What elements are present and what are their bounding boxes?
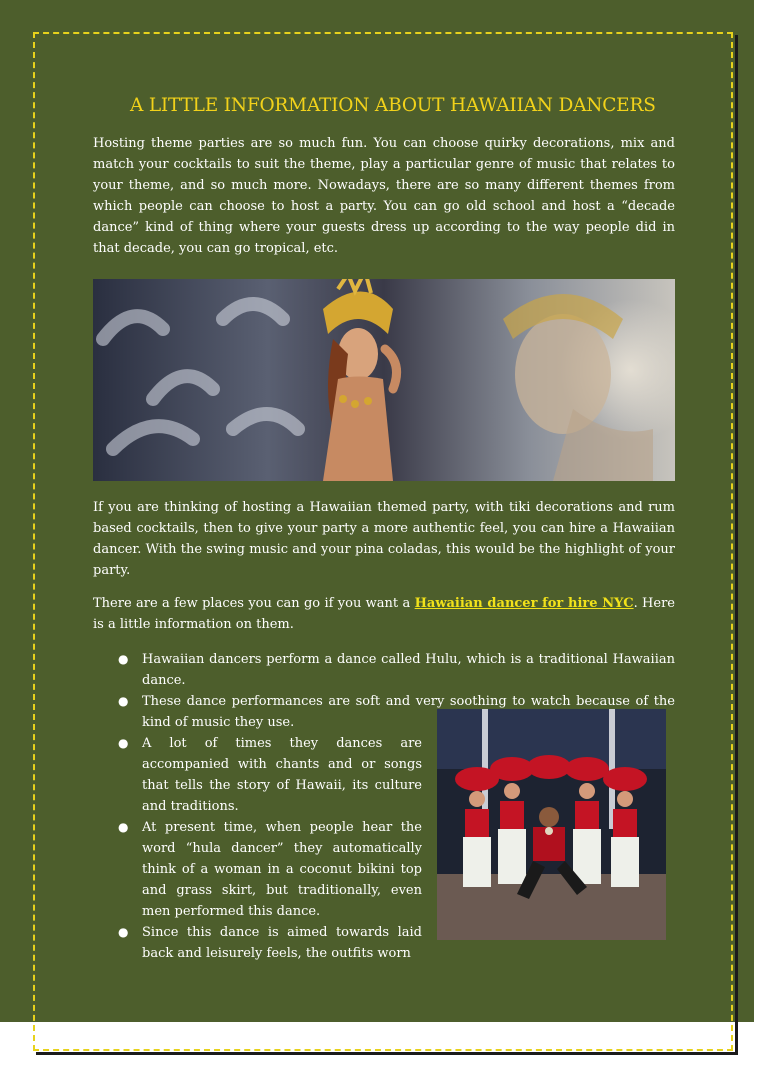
hawaiian-party-paragraph: If you are thinking of hosting a Hawaiian themed party, with tiki decorations and rum based cocktails, then to give your party a more authentic feel, you can hire a Hawaiian dancer. With the swing music and your pina coladas, this would be the highlight of your party. <box>93 500 675 578</box>
page-shadow-bottom <box>36 1052 738 1055</box>
page-shadow-right <box>735 35 738 1055</box>
hula-dancers-photo <box>437 709 666 940</box>
list-item <box>93 817 422 922</box>
list-item <box>93 733 422 817</box>
headdress-dancer-photo <box>93 279 675 481</box>
places-paragraph <box>93 593 675 635</box>
places-text-after: . Here is a little information on them. <box>93 596 675 632</box>
list-item-text: A lot of times they dances are accompanied with chants and or songs that tells the story of Hawaii, its culture and traditions. <box>142 736 422 814</box>
bullet-icon: ● <box>118 925 129 939</box>
list-item <box>93 649 675 691</box>
bullet-icon: ● <box>118 694 129 708</box>
intro-paragraph: Hosting theme parties are so much fun. You can choose quirky decorations, mix and match your cocktails to suit the theme, play a particular genre of music that relates to your theme, and so much more. Nowadays, there are so many different themes from which people can choose to host a party. You can go old school and host a “decade dance” kind of thing where your guests dress up according to the way people did in that decade, you can go tropical, etc. <box>93 136 675 256</box>
places-text-before: There are a few places you can go if you want a <box>93 596 415 611</box>
list-item <box>93 922 422 964</box>
list-item-text: Since this dance is aimed towards laid back and leisurely feels, the outfits worn <box>142 925 422 961</box>
bullet-icon: ● <box>118 652 129 666</box>
list-item-text: At present time, when people hear the word “hula dancer” they automatically think of a woman in a coconut bikini top and grass skirt, but traditionally, even men performed this dance. <box>142 820 422 919</box>
document-title: A LITTLE INFORMATION ABOUT HAWAIIAN DANCERS <box>130 95 656 116</box>
hawaiian-dancer-link[interactable]: Hawaiian dancer for hire NYC <box>414 596 634 611</box>
bullet-icon: ● <box>118 820 129 834</box>
list-item-text: These dance performances are soft and very soothing to watch because of the kind of music they use. <box>142 694 675 730</box>
bullet-icon: ● <box>118 736 129 750</box>
headdress-dancer-illustration <box>93 279 675 481</box>
hula-dancers-illustration <box>437 709 666 940</box>
list-item-text: Hawaiian dancers perform a dance called Hulu, which is a traditional Hawaiian dance. <box>142 652 675 688</box>
